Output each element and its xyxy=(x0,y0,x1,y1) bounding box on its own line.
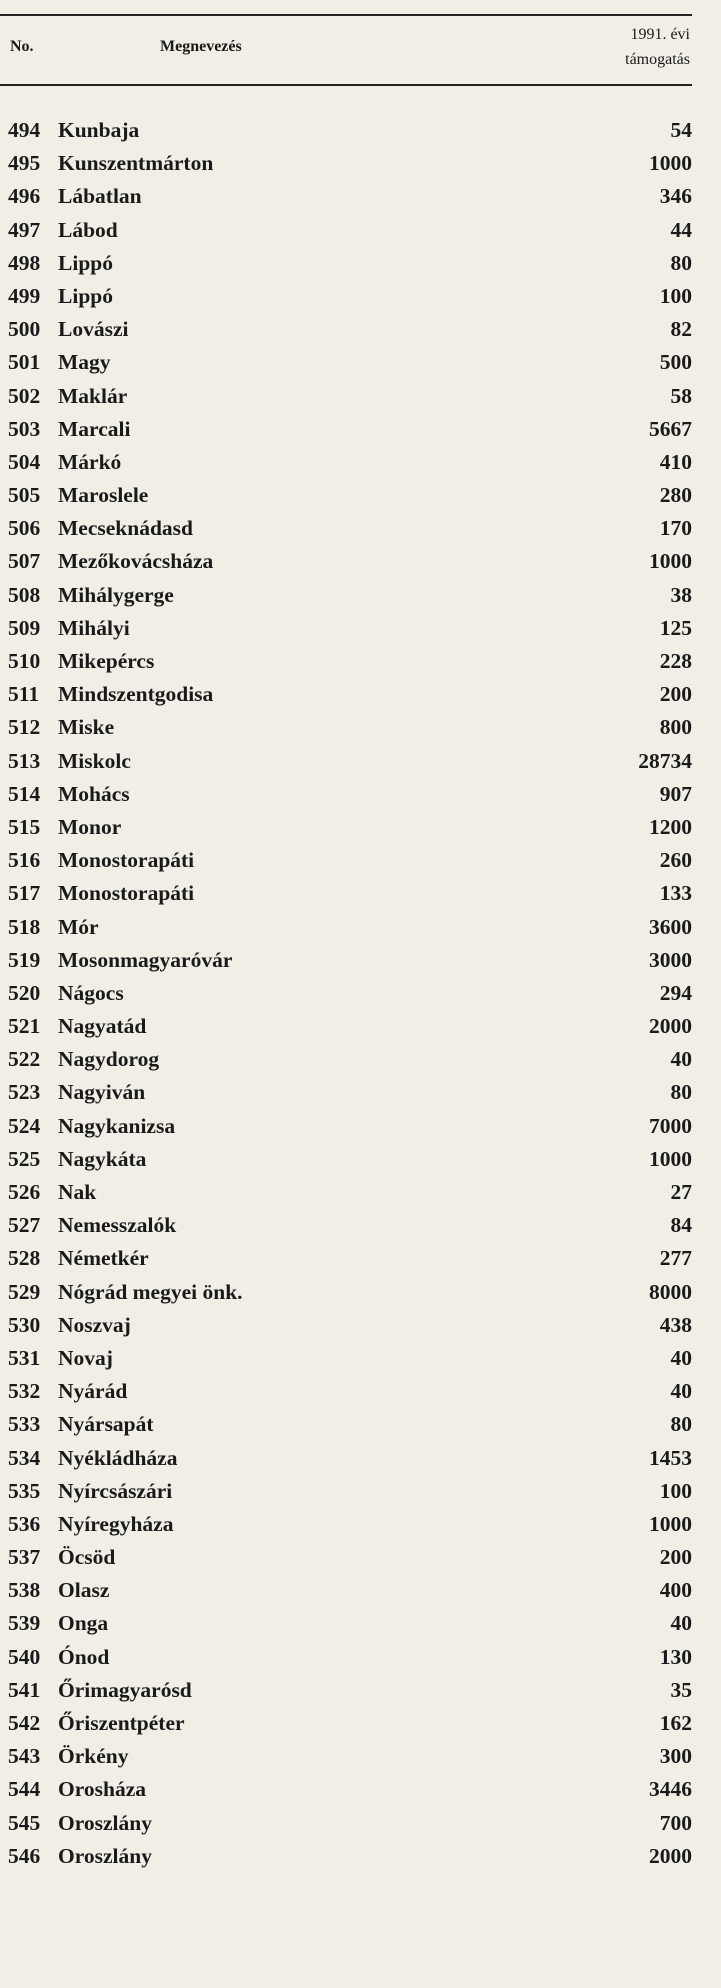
row-name: Miskolc xyxy=(58,748,131,773)
table-row xyxy=(0,545,692,578)
table-row xyxy=(0,214,692,247)
row-value: 300 xyxy=(659,1744,692,1769)
table-row xyxy=(0,711,692,744)
table-row xyxy=(0,1674,692,1707)
table-row xyxy=(0,1276,692,1309)
table-row xyxy=(0,1508,692,1541)
table-row xyxy=(0,1475,692,1508)
column-header-support xyxy=(560,22,690,72)
row-name: Orosháza xyxy=(58,1777,146,1802)
row-number: 510 xyxy=(8,649,41,673)
row-value: 40 xyxy=(670,1345,692,1370)
row-number: 496 xyxy=(8,184,41,209)
row-name: Mór xyxy=(58,914,99,939)
row-number: 536 xyxy=(8,1511,41,1536)
row-name: Mihálygerge xyxy=(58,582,174,607)
row-name: Oroszlány xyxy=(58,1843,152,1868)
header-bottom-rule xyxy=(0,84,692,86)
table-row xyxy=(0,1740,692,1773)
row-name: Nyárád xyxy=(58,1379,128,1404)
table-row xyxy=(0,1342,692,1375)
row-name: Monostorapáti xyxy=(58,881,195,906)
table-row xyxy=(0,512,692,545)
row-number: 521 xyxy=(8,1014,41,1039)
row-name: Öcsöd xyxy=(58,1545,116,1570)
row-name: Nógrád megyei önk. xyxy=(58,1279,243,1304)
table-row xyxy=(0,1076,692,1109)
row-number: 530 xyxy=(8,1312,41,1337)
row-number: 509 xyxy=(8,615,41,640)
row-value: 100 xyxy=(659,283,692,308)
row-value: 907 xyxy=(659,781,692,806)
table-row xyxy=(0,446,692,479)
row-number: 502 xyxy=(8,383,41,408)
row-number: 494 xyxy=(8,118,41,142)
row-name: Monor xyxy=(58,814,122,839)
row-number: 531 xyxy=(8,1345,41,1370)
row-value: 1000 xyxy=(649,151,692,176)
row-value: 200 xyxy=(659,1545,692,1570)
row-number: 501 xyxy=(8,350,41,375)
row-value: 3446 xyxy=(649,1777,692,1802)
row-number: 523 xyxy=(8,1080,41,1105)
row-name: Mikepércs xyxy=(58,649,155,673)
row-value: 7000 xyxy=(649,1113,692,1138)
row-number: 505 xyxy=(8,483,41,508)
row-number: 515 xyxy=(8,814,41,839)
row-value: 438 xyxy=(659,1312,692,1337)
column-header-support-line1: 1991. évi xyxy=(630,26,690,43)
row-value: 1000 xyxy=(649,549,692,574)
row-number: 519 xyxy=(8,947,41,972)
row-value: 38 xyxy=(670,582,692,607)
table-row xyxy=(0,1541,692,1574)
table-row xyxy=(0,280,692,313)
row-number: 528 xyxy=(8,1246,41,1271)
table-row xyxy=(0,1143,692,1176)
row-value: 228 xyxy=(659,649,692,673)
table-row xyxy=(0,811,692,844)
table-row xyxy=(0,745,692,778)
row-number: 498 xyxy=(8,250,41,275)
row-name: Onga xyxy=(58,1611,109,1636)
row-number: 513 xyxy=(8,748,41,773)
column-header-name: Megnevezés xyxy=(160,38,242,55)
row-name: Nyírcsászári xyxy=(58,1478,173,1503)
row-name: Mezőkovácsháza xyxy=(58,549,214,574)
row-name: Maroslele xyxy=(58,483,149,508)
table-body xyxy=(0,114,692,1873)
row-value: 2000 xyxy=(649,1014,692,1039)
row-value: 1200 xyxy=(649,814,692,839)
row-name: Olasz xyxy=(58,1578,110,1603)
table-row xyxy=(0,1607,692,1640)
row-number: 511 xyxy=(8,682,40,707)
table-row xyxy=(0,911,692,944)
table-row xyxy=(0,1010,692,1043)
row-value: 500 xyxy=(659,350,692,375)
row-value: 280 xyxy=(659,483,692,508)
row-name: Lippó xyxy=(58,250,113,275)
row-name: Mihályi xyxy=(58,615,130,640)
row-name: Őrimagyarósd xyxy=(58,1677,192,1702)
row-value: 130 xyxy=(659,1644,692,1669)
table-row xyxy=(0,1641,692,1674)
table-row xyxy=(0,678,692,711)
column-header-no: No. xyxy=(10,38,34,55)
row-name: Örkény xyxy=(58,1744,129,1769)
row-number: 508 xyxy=(8,582,41,607)
table-row xyxy=(0,380,692,413)
table-row xyxy=(0,114,692,147)
row-value: 2000 xyxy=(649,1843,692,1868)
table-row xyxy=(0,977,692,1010)
row-number: 516 xyxy=(8,848,41,873)
row-number: 522 xyxy=(8,1047,41,1072)
row-value: 100 xyxy=(659,1478,692,1503)
row-number: 497 xyxy=(8,217,41,242)
row-name: Lovászi xyxy=(58,317,129,342)
table-row xyxy=(0,1176,692,1209)
row-value: 40 xyxy=(670,1047,692,1072)
row-number: 504 xyxy=(8,449,41,474)
row-value: 80 xyxy=(670,250,692,275)
row-value: 8000 xyxy=(649,1279,692,1304)
row-number: 507 xyxy=(8,549,41,574)
row-name: Oroszlány xyxy=(58,1810,152,1835)
row-number: 499 xyxy=(8,283,41,308)
row-value: 80 xyxy=(670,1412,692,1437)
row-number: 525 xyxy=(8,1146,41,1171)
row-name: Mosonmagyaróvár xyxy=(58,947,233,972)
table-row xyxy=(0,877,692,910)
row-value: 1000 xyxy=(649,1146,692,1171)
table-row xyxy=(0,1209,692,1242)
row-number: 503 xyxy=(8,416,41,441)
row-number: 518 xyxy=(8,914,41,939)
row-name: Ónod xyxy=(58,1644,110,1669)
row-number: 529 xyxy=(8,1279,41,1304)
table-row xyxy=(0,1574,692,1607)
row-name: Nyársapát xyxy=(58,1412,154,1437)
table-row xyxy=(0,944,692,977)
row-value: 125 xyxy=(659,615,692,640)
row-value: 1000 xyxy=(649,1511,692,1536)
row-name: Németkér xyxy=(58,1246,149,1271)
row-number: 517 xyxy=(8,881,41,906)
table-row xyxy=(0,844,692,877)
table-row xyxy=(0,778,692,811)
row-number: 537 xyxy=(8,1545,41,1570)
row-name: Nagyatád xyxy=(58,1014,147,1039)
row-value: 40 xyxy=(670,1611,692,1636)
row-name: Miske xyxy=(58,715,115,740)
row-value: 3000 xyxy=(649,947,692,972)
table-row xyxy=(0,313,692,346)
row-name: Nagykanizsa xyxy=(58,1113,176,1138)
row-name: Kunszentmárton xyxy=(58,151,214,176)
row-number: 540 xyxy=(8,1644,41,1669)
row-value: 170 xyxy=(659,516,692,541)
table-row xyxy=(0,1110,692,1143)
row-value: 82 xyxy=(670,317,692,342)
row-number: 535 xyxy=(8,1478,41,1503)
table-row xyxy=(0,1442,692,1475)
row-number: 542 xyxy=(8,1711,41,1735)
row-value: 80 xyxy=(670,1080,692,1105)
row-number: 506 xyxy=(8,516,41,541)
row-name: Márkó xyxy=(58,449,122,474)
row-name: Novaj xyxy=(58,1345,113,1370)
row-value: 35 xyxy=(670,1677,692,1702)
row-name: Monostorapáti xyxy=(58,848,195,873)
row-value: 800 xyxy=(659,715,692,740)
table-row xyxy=(0,645,692,678)
row-number: 526 xyxy=(8,1180,41,1204)
row-name: Nak xyxy=(58,1180,97,1204)
row-name: Nemesszalók xyxy=(58,1213,177,1238)
row-name: Nyíregyháza xyxy=(58,1511,174,1536)
table-row xyxy=(0,413,692,446)
row-value: 44 xyxy=(670,217,692,242)
row-value: 54 xyxy=(670,118,692,142)
row-number: 544 xyxy=(8,1777,41,1802)
row-number: 545 xyxy=(8,1810,41,1835)
row-value: 1453 xyxy=(649,1445,692,1470)
table-row xyxy=(0,1840,692,1873)
row-name: Marcali xyxy=(58,416,131,441)
row-number: 514 xyxy=(8,781,41,806)
row-value: 700 xyxy=(659,1810,692,1835)
row-name: Mohács xyxy=(58,781,130,806)
table-row xyxy=(0,579,692,612)
table-row xyxy=(0,346,692,379)
row-name: Nágocs xyxy=(58,980,124,1005)
row-name: Kunbaja xyxy=(58,118,140,142)
row-value: 294 xyxy=(659,980,692,1005)
row-name: Nyékládháza xyxy=(58,1445,178,1470)
table-row xyxy=(0,147,692,180)
row-number: 543 xyxy=(8,1744,41,1769)
table-row xyxy=(0,1408,692,1441)
row-number: 539 xyxy=(8,1611,41,1636)
table-row xyxy=(0,1807,692,1840)
header-top-rule xyxy=(0,14,692,16)
row-number: 512 xyxy=(8,715,41,740)
table-row xyxy=(0,180,692,213)
row-name: Magy xyxy=(58,350,111,375)
row-value: 133 xyxy=(659,881,692,906)
row-number: 532 xyxy=(8,1379,41,1404)
table-row xyxy=(0,1375,692,1408)
row-value: 260 xyxy=(659,848,692,873)
table-row xyxy=(0,1309,692,1342)
row-name: Mecseknádasd xyxy=(58,516,193,541)
row-value: 40 xyxy=(670,1379,692,1404)
row-name: Nagykáta xyxy=(58,1146,147,1171)
table-row xyxy=(0,612,692,645)
table-row xyxy=(0,479,692,512)
row-number: 500 xyxy=(8,317,41,342)
row-name: Őriszentpéter xyxy=(58,1711,185,1735)
row-number: 527 xyxy=(8,1213,41,1238)
table-row xyxy=(0,1043,692,1076)
row-value: 410 xyxy=(659,449,692,474)
row-name: Lippó xyxy=(58,283,113,308)
row-value: 27 xyxy=(670,1180,692,1204)
row-name: Maklár xyxy=(58,383,128,408)
row-value: 84 xyxy=(670,1213,692,1238)
row-value: 5667 xyxy=(649,416,692,441)
row-value: 200 xyxy=(659,682,692,707)
row-number: 533 xyxy=(8,1412,41,1437)
row-number: 534 xyxy=(8,1445,41,1470)
row-name: Lábod xyxy=(58,217,118,242)
row-value: 400 xyxy=(659,1578,692,1603)
row-name: Nagydorog xyxy=(58,1047,160,1072)
row-value: 28734 xyxy=(638,748,692,773)
row-number: 541 xyxy=(8,1677,41,1702)
row-name: Lábatlan xyxy=(58,184,142,209)
row-number: 546 xyxy=(8,1843,41,1868)
column-header-support-line2: támogatás xyxy=(625,51,690,68)
table-row xyxy=(0,247,692,280)
table-row xyxy=(0,1773,692,1806)
row-value: 277 xyxy=(659,1246,692,1271)
row-value: 162 xyxy=(659,1711,692,1735)
row-number: 524 xyxy=(8,1113,41,1138)
row-value: 58 xyxy=(670,383,692,408)
row-number: 520 xyxy=(8,980,41,1005)
row-name: Mindszentgodisa xyxy=(58,682,214,707)
row-number: 538 xyxy=(8,1578,41,1603)
row-name: Noszvaj xyxy=(58,1312,131,1337)
row-value: 3600 xyxy=(649,914,692,939)
row-value: 346 xyxy=(659,184,692,209)
table-row xyxy=(0,1707,692,1740)
row-number: 495 xyxy=(8,151,41,176)
table-row xyxy=(0,1242,692,1275)
row-name: Nagyiván xyxy=(58,1080,146,1105)
